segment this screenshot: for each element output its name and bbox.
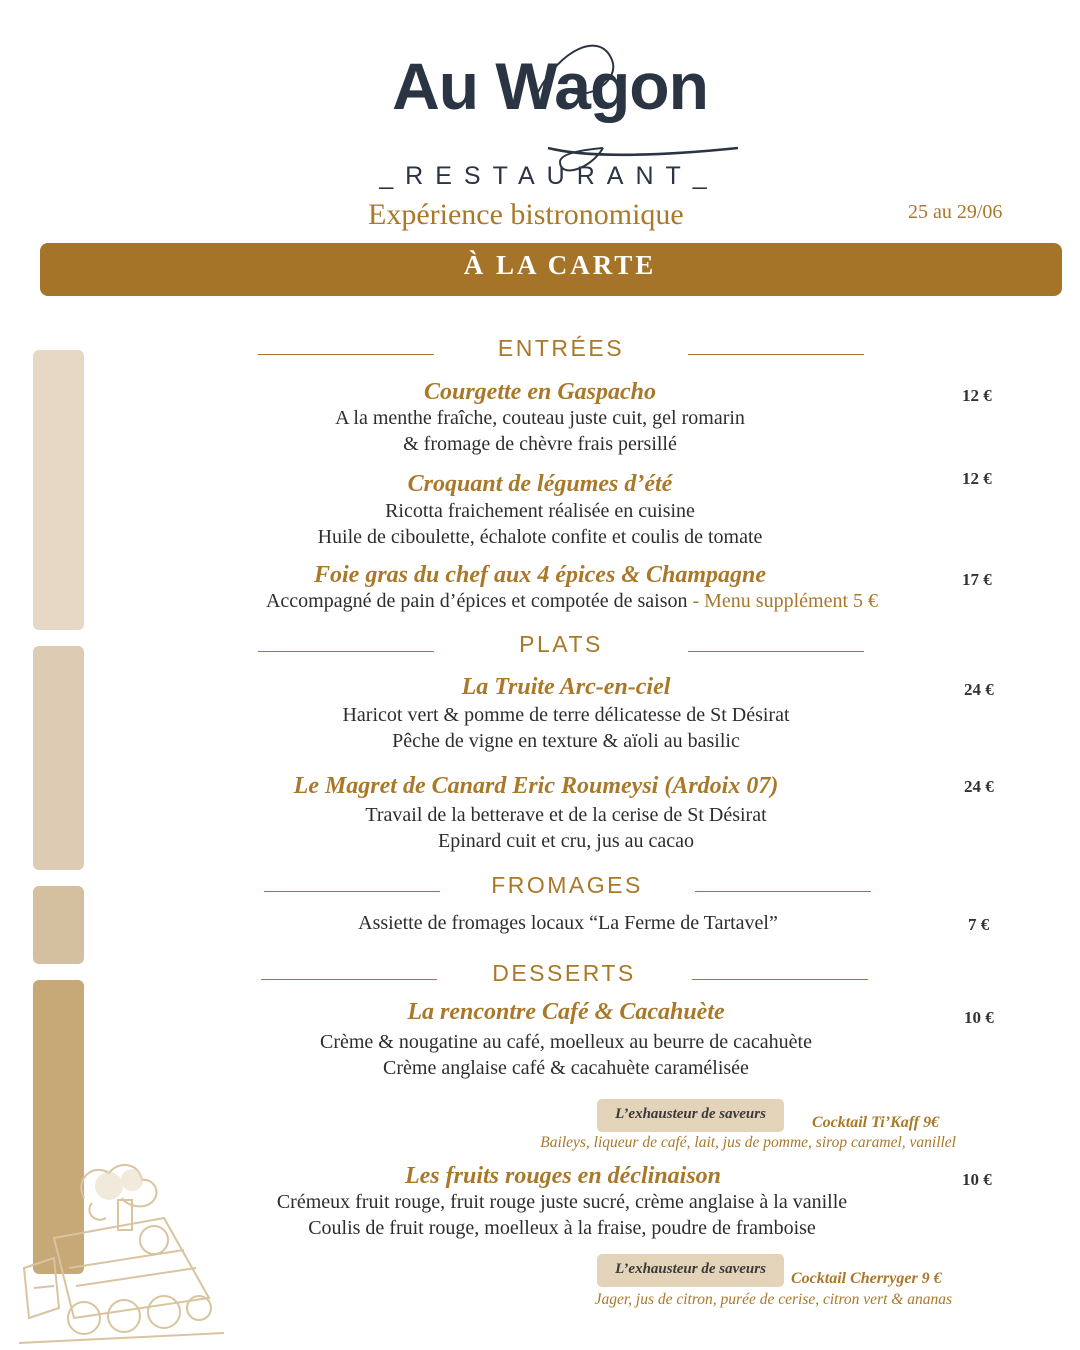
dish-description: Ricotta fraichement réalisée en cuisine Huile de ciboulette, échalote confite et coulis de tomate (317, 500, 763, 548)
dish-price: 12 € (962, 386, 992, 405)
dish-description: Accompagné de pain d’épices et compotée de saison - Menu supplément 5 € (265, 590, 879, 612)
cocktail-ingredients: Baileys, liqueur de café, lait, jus de pomme, sirop caramel, vanillel (540, 1134, 956, 1151)
side-bar-entrees (33, 350, 84, 630)
cocktail-name: Cocktail Ti’Kaff 9€ (812, 1114, 940, 1131)
dish-description: Haricot vert & pomme de terre délicatesse de St Désirat Pêche de vigne en texture & aïoli au basilic (342, 704, 790, 752)
steam-train-icon (14, 1158, 229, 1348)
supplement-note: - Menu supplément 5 € (687, 590, 879, 612)
side-bar-plats (33, 646, 84, 870)
pairing-chip: L’exhausteur de saveurs (597, 1254, 784, 1287)
section-title-fromages: FROMAGES (491, 872, 643, 898)
dish-price: 17 € (962, 570, 992, 589)
dish-price: 24 € (964, 777, 994, 796)
section-rule-left (261, 979, 437, 980)
tagline: Expérience bistronomique (368, 198, 684, 231)
dish-price: 24 € (964, 680, 994, 699)
dish-name: Foie gras du chef aux 4 épices & Champagne (313, 562, 766, 588)
dish-name: Courgette en Gaspacho (423, 379, 656, 405)
dish-name: La Truite Arc-en-ciel (461, 674, 671, 700)
dish-name: La rencontre Café & Cacahuète (407, 999, 725, 1025)
dish-price: 7 € (968, 915, 990, 934)
logo-subtitle: _RESTAURANT_ (379, 162, 719, 190)
restaurant-logo-text: Au Wagon (392, 49, 708, 123)
section-title-desserts: DESSERTS (492, 960, 636, 986)
dish-name: Croquant de légumes d’été (407, 471, 673, 497)
section-rule-left (264, 891, 440, 892)
dish-price: 12 € (962, 469, 992, 488)
section-rule-right (688, 651, 864, 652)
section-rule-left (258, 651, 434, 652)
dish-price: 10 € (964, 1008, 994, 1027)
section-rule-right (695, 891, 871, 892)
dish-description: Assiette de fromages locaux “La Ferme de Tartavel” (358, 912, 778, 934)
section-title-plats: PLATS (519, 631, 603, 657)
section-rule-right (692, 979, 868, 980)
section-rule-left (258, 354, 434, 355)
section-title-entrees: ENTRÉES (497, 335, 625, 361)
side-bar-fromages (33, 886, 84, 964)
cocktail-ingredients: Jager, jus de citron, purée de cerise, citron vert & ananas (594, 1291, 952, 1308)
carte-banner-label: À LA CARTE (463, 250, 657, 280)
cocktail-name: Cocktail Cherryger 9 € (791, 1270, 942, 1287)
dish-description: A la menthe fraîche, couteau juste cuit, gel romarin & fromage de chèvre frais persillé (335, 407, 745, 455)
section-rule-right (688, 354, 864, 355)
dish-description: Travail de la betterave et de la cerise de St Désirat Epinard cuit et cru, jus au cacao (365, 804, 767, 852)
dish-name: Les fruits rouges en déclinaison (404, 1163, 722, 1189)
dish-name: Le Magret de Canard Eric Roumeysi (Ardoix 07) (293, 773, 779, 799)
dish-description: Crème & nougatine au café, moelleux au beurre de cacahuète Crème anglaise café & cacahuète caramélisée (320, 1031, 812, 1079)
dish-price: 10 € (962, 1170, 992, 1189)
dish-description: Crémeux fruit rouge, fruit rouge juste sucré, crème anglaise à la vanille Coulis de fruit rouge, moelleux à la fraise, poudre de framboise (276, 1191, 848, 1239)
date-range: 25 au 29/06 (908, 201, 1003, 223)
pairing-chip: L’exhausteur de saveurs (597, 1099, 784, 1132)
